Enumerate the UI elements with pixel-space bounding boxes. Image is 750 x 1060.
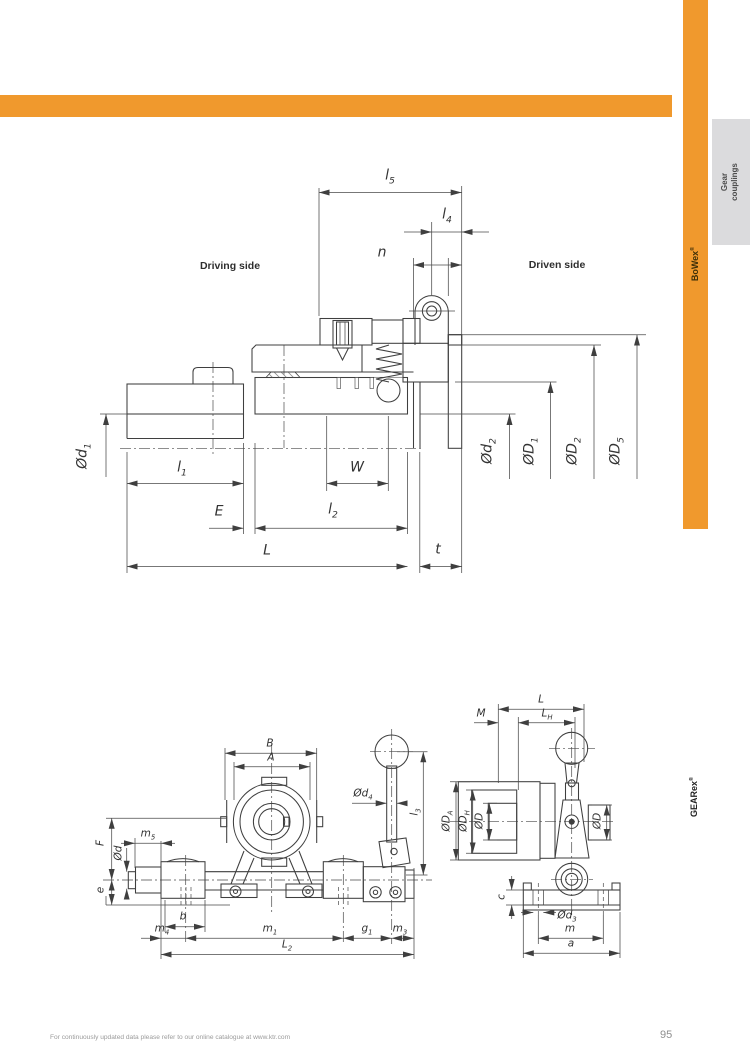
section-tab-label: Gear couplings [720,163,739,201]
dim-label-l4: $l_4$ [442,206,452,226]
dim-label-F: F [94,839,107,847]
dim-label-b: b [179,910,187,923]
dim-label-d3: $Ød_3$ [557,909,577,924]
dim-label-D1: $ØD_1$ [521,437,541,465]
dim-label-B: B [266,737,274,750]
dim-label-m3: $m_3$ [392,922,408,937]
dim-label-L-side: L [538,693,544,706]
dim-label-E: E [214,503,224,520]
dim-label-d4: $Ød_4$ [353,787,373,802]
footer-note: For continuously updated data please refer to our online catalogue at www.ktr.com [50,1034,291,1041]
dim-label-D-right: ØD [591,812,604,830]
dim-label-L2: $L_2$ [281,938,293,953]
dim-label-m1: $m_1$ [262,922,278,937]
dim-label-DA: $ØD_A$ [440,810,455,832]
page-number: 95 [660,1029,673,1041]
dim-label-e: e [94,886,107,894]
dim-label-D5: $ØD_5$ [607,437,627,465]
brand-label-gearex: GEARex® [689,777,699,817]
dim-label-DH: $ØD_H$ [457,810,472,832]
dim-label-L: L [263,542,271,559]
dim-label-t: t [435,541,441,558]
dim-label-D-left: ØD [473,812,486,830]
dim-label-c: c [495,894,508,900]
dim-label-d2: $Ød_2$ [479,438,499,464]
brand-label-bowex: BoWex® [690,246,700,282]
dim-label-M: M [476,707,486,720]
dim-label-A: A [267,751,275,764]
dim-label-l5: $l_5$ [385,167,395,187]
dim-label-a: a [567,937,575,950]
driven-side-label: Driven side [528,259,586,271]
dim-label-l1: $l_1$ [177,459,187,479]
dim-label-l3: $l_3$ [408,808,423,816]
dim-label-g1: $g_1$ [361,922,373,937]
dim-label-l2: $l_2$ [328,501,338,521]
dim-label-d1: $Ød_1$ [74,443,94,469]
side-view-drawing [450,704,620,958]
dim-label-n: n [377,244,387,261]
dim-label-m5: $m_5$ [140,827,156,842]
dim-label-m4: $m_4$ [154,922,170,937]
dim-label-m: m [564,922,576,935]
top-section-drawing [100,186,646,573]
dim-label-W: W [350,459,364,476]
dim-label-D2: $ØD_2$ [564,437,584,465]
driving-side-label: Driving side [199,260,261,272]
dim-label-d: Ød [112,845,125,861]
dim-label-LH: $L_H$ [541,707,553,722]
